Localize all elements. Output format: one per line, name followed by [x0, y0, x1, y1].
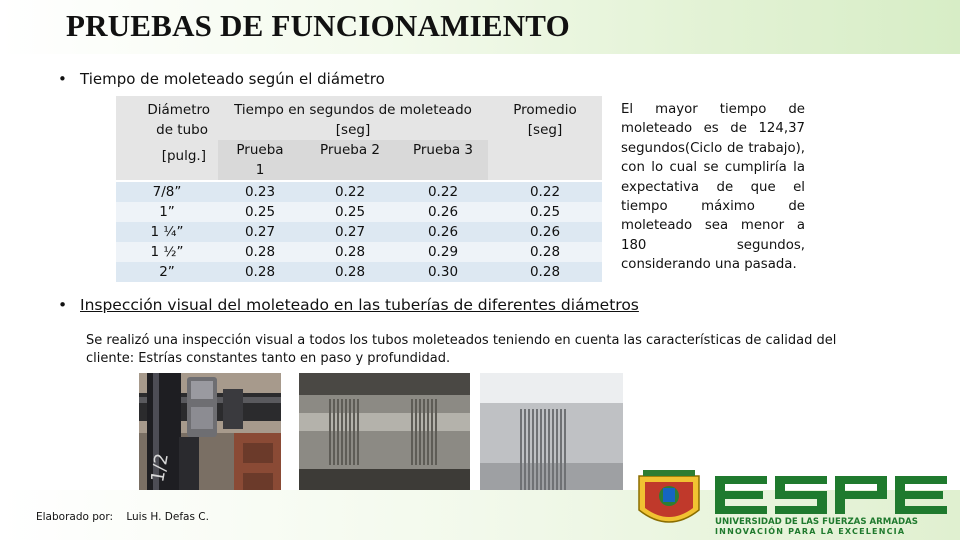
cell-prueba2: 0.22: [302, 181, 398, 202]
table-row: [116, 202, 602, 222]
header-diametro-l3: [pulg.]: [161, 148, 206, 164]
table-row: [116, 222, 602, 242]
header-prueba1-l2: 1: [255, 162, 265, 178]
header-prueba1: [218, 140, 302, 181]
cell-prueba3: 0.26: [427, 204, 459, 220]
cell-promedio: 0.26: [529, 224, 561, 240]
cell-prueba1: 0.28: [244, 264, 276, 280]
header-prueba3: Prueba 3: [398, 140, 488, 181]
espe-logo: [633, 466, 949, 536]
cell-prueba1: 0.25: [244, 204, 276, 220]
cell-prueba3: 0.26: [427, 224, 459, 240]
header-promedio-l2: [seg]: [527, 122, 563, 138]
cell-prueba2: 0.28: [334, 244, 366, 260]
svg-text:1/2: 1/2: [147, 451, 173, 484]
cell-prueba3: 0.30: [427, 264, 459, 280]
bullet-tiempo-text: Tiempo de moleteado según el diámetro: [80, 70, 385, 88]
bullet-dot: •: [58, 70, 67, 88]
timing-table: [116, 96, 602, 282]
header-tiempo-l1: Tiempo en segundos de moleteado: [218, 96, 488, 120]
cell-diametro: 2”: [159, 264, 175, 280]
cell-prueba1: 0.27: [244, 224, 276, 240]
table-row: [116, 262, 602, 282]
header-diametro-l2: de tubo: [156, 122, 208, 138]
bullet-inspeccion: [58, 296, 639, 314]
header-prueba2: Prueba 2: [302, 140, 398, 181]
bullet-tiempo: [58, 70, 385, 88]
header-promedio-l1: Promedio: [513, 102, 577, 118]
cell-prueba2: 0.25: [334, 204, 366, 220]
header-diametro-l1: Diámetro: [147, 102, 210, 118]
cell-prueba1: 0.28: [244, 244, 276, 260]
espe-shield-icon: [639, 470, 699, 522]
table-row: [116, 181, 602, 202]
table-row: [116, 242, 602, 262]
header-prueba1-l1: Prueba: [236, 142, 284, 158]
cell-promedio: 0.25: [529, 204, 561, 220]
espe-logo-graphic: [633, 466, 949, 536]
table-header-row-1: [116, 96, 602, 120]
cell-promedio: 0.22: [488, 181, 602, 202]
cell-diametro: 7/8”: [116, 181, 218, 202]
bullet-inspeccion-text: Inspección visual del moleteado en las tuberías de diferentes diámetros: [80, 296, 639, 314]
header-tiempo-unit: [seg]: [218, 120, 488, 140]
cell-prueba2: 0.27: [334, 224, 366, 240]
cell-diametro: 1”: [159, 204, 175, 220]
footer-label: Elaborado por:: [36, 511, 114, 523]
cell-promedio: 0.28: [529, 264, 561, 280]
footer-credit: [36, 511, 219, 523]
cell-diametro: 1 ¼”: [150, 224, 184, 240]
cell-prueba1: 0.23: [218, 181, 302, 202]
inspection-paragraph: Se realizó una inspección visual a todos los tubos moleteados teniendo en cuenta las características de calidad del cliente: Estrías constantes tanto en paso y profundidad.: [86, 333, 837, 366]
cell-prueba3: 0.29: [427, 244, 459, 260]
side-note: El mayor tiempo de moleteado es de 124,37 segundos(Ciclo de trabajo), con lo cual se cumpliría la expectativa de que el tiempo máximo de moleteado sea menor a 180 segundos, considerando una pasada.: [621, 102, 805, 273]
logo-line1: UNIVERSIDAD DE LAS FUERZAS ARMADAS: [715, 517, 918, 527]
header-promedio: [488, 96, 602, 181]
footer-author: Luis H. Defas C.: [126, 511, 209, 523]
espe-wordmark-graphic: [715, 476, 947, 514]
cell-promedio: 0.28: [529, 244, 561, 260]
bullet-dot: •: [58, 296, 68, 314]
slide-title: PRUEBAS DE FUNCIONAMIENTO: [66, 8, 570, 43]
cell-diametro: 1 ½”: [150, 244, 184, 260]
logo-line2: INNOVACIÓN PARA LA EXCELENCIA: [715, 527, 906, 536]
cell-prueba2: 0.28: [334, 264, 366, 280]
header-diametro: [116, 96, 218, 181]
cell-prueba3: 0.22: [398, 181, 488, 202]
